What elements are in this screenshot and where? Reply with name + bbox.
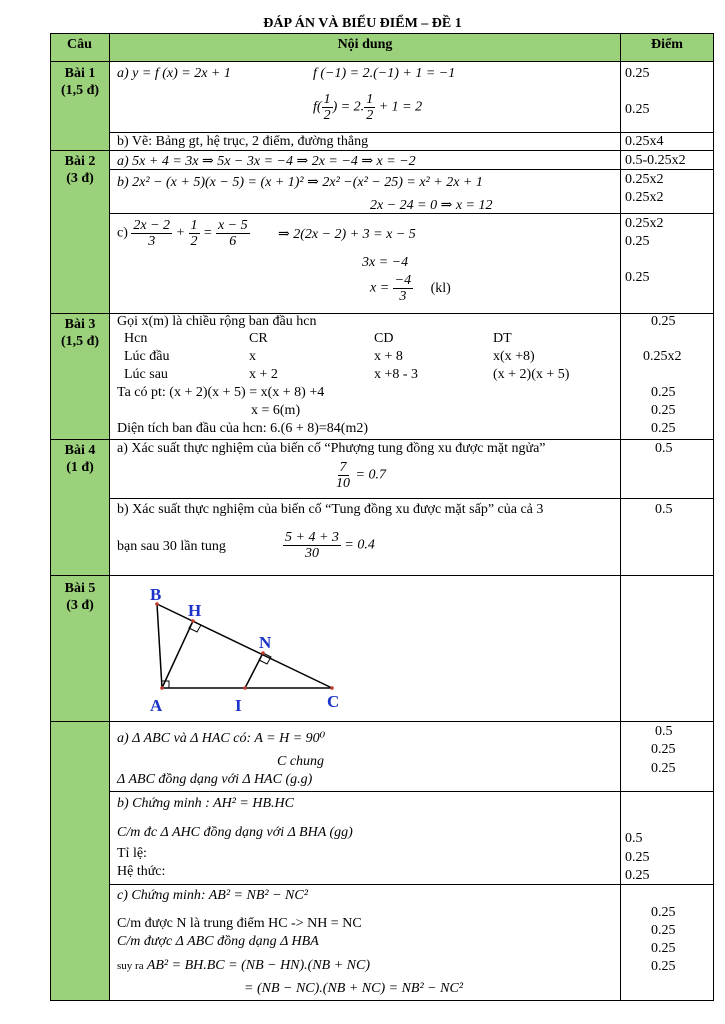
bai-3-cell: CR [249, 331, 268, 346]
bai-1-label: Bài 1 [64, 66, 96, 81]
bai-2-b-line2: 2x − 24 = 0 ⇒ x = 12 [370, 198, 493, 213]
bai-2-points: (3 đ) [66, 171, 94, 186]
bai-3-cell: DT [493, 331, 512, 346]
bai-3-score: 0.25x2 [643, 349, 682, 364]
bai-5-score: 0.25 [625, 868, 650, 883]
bai-4-points: (1 đ) [66, 460, 94, 475]
table-border-right [713, 33, 714, 1001]
point-label-i: I [235, 696, 242, 715]
bai-2-score: 0.5-0.25x2 [625, 153, 686, 168]
point-label-c: C [327, 692, 340, 711]
bai-3-cell: Hcn [124, 331, 148, 346]
bai-5-c-line1: c) Chứng minh: AB² = NB² − NC² [117, 888, 308, 903]
bai-3-cell: Lúc đầu [124, 349, 170, 364]
bai-4-score: 0.5 [655, 441, 673, 456]
row-divider [109, 498, 714, 499]
bai-2-score: 0.25x2 [625, 216, 664, 231]
bai-4-b-result: $\frac{5 + 4 + 3}{30}$ = 0.4 [285, 530, 375, 561]
bai-5-score: 0.25 [651, 923, 676, 938]
triangle-figure [110, 576, 410, 721]
bai-3-score: 0.25 [651, 314, 676, 329]
bai-3-intro: Gọi x(m) là chiều rộng ban đầu hcn [117, 314, 317, 329]
bai-3-points: (1,5 đ) [60, 334, 100, 349]
bai-5-score: 0.5 [625, 831, 643, 846]
bai-5-score: 0.25 [651, 742, 676, 757]
row-divider [50, 721, 714, 722]
point-label-a: A [150, 696, 163, 715]
bai-5-a-line2: C chung [277, 754, 325, 769]
bai-3-score: 0.25 [651, 385, 676, 400]
bai-2-score: 0.25 [625, 270, 650, 285]
bai-3-equation: Ta có pt: (x + 2)(x + 5) = x(x + 8) +4 [117, 385, 325, 400]
bai-2-b-line1: b) 2x² − (x + 5)(x − 5) = (x + 1)² ⇒ 2x² −(x² − 25) = x² + 2x + 1 [117, 175, 483, 190]
bai-5-score: 0.25 [651, 941, 676, 956]
header-cau: Câu [67, 37, 92, 52]
bai-3-score: 0.25 [651, 403, 676, 418]
bai-2-c-step3: x = $\frac{-4}{3}$ (kl) [370, 273, 451, 304]
bai-5-points: (3 đ) [66, 598, 94, 613]
table-border-bottom [50, 1000, 714, 1001]
bai-2-label: Bài 2 [64, 154, 96, 169]
row-divider [50, 439, 714, 440]
bai-2-score: 0.25 [625, 234, 650, 249]
bai-3-score: 0.25 [651, 421, 676, 436]
bai-1-a-function: a) y = f (x) = 2x + 1 [117, 66, 231, 81]
bai-5-c-line4: suy ra AB² = BH.BC = (NB − HN).(NB + NC) [117, 958, 371, 973]
bai-1-score: 0.25 [625, 66, 650, 81]
bai-3-area: Diện tích ban đầu của hcn: 6.(6 + 8)=84(m2) [117, 421, 368, 436]
bai-5-c-line3: C/m được Δ ABC đồng dạng Δ HBA [117, 934, 319, 949]
bai-5-score: 0.25 [625, 850, 650, 865]
bai-4-a-text: a) Xác suất thực nghiệm của biến cố “Phượng tung đồng xu được mặt ngửa” [117, 441, 546, 456]
bai-5-c-line5: = (NB − NC).(NB + NC) = NB² − NC² [244, 981, 463, 996]
row-divider [50, 61, 714, 62]
header-diem: Điểm [651, 37, 683, 52]
bai-4-b-text2: bạn sau 30 lần tung [117, 539, 226, 554]
col-divider-2 [620, 33, 621, 1001]
bai-3-cell: x(x +8) [493, 349, 535, 364]
bai-1-b-text: b) Vẽ: Bảng gt, hệ trục, 2 điểm, đường thẳng [117, 134, 369, 149]
header-noi-dung: Nội dung [337, 37, 393, 52]
bai-5-label: Bài 5 [64, 581, 96, 596]
row-divider [109, 132, 714, 133]
bai-4-a-result: $\frac{7}{10}$ = 0.7 [336, 460, 386, 491]
bai-5-b-line3: Tỉ lệ: [117, 846, 147, 861]
bai-3-cell: (x + 2)(x + 5) [493, 367, 570, 382]
bai-3-cell: Lúc sau [124, 367, 168, 382]
bai-1-a-f-minus1: f (−1) = 2.(−1) + 1 = −1 [313, 66, 456, 81]
bai-3-solution: x = 6(m) [251, 403, 301, 418]
point-label-h: H [188, 601, 202, 620]
bai-5-b-line1: b) Chứng minh : AH² = HB.HC [117, 796, 294, 811]
bai-5-c-line2: C/m được N là trung điểm HC -> NH = NC [117, 916, 362, 931]
bai-3-cell: CD [374, 331, 394, 346]
bai-3-cell: x +8 - 3 [374, 367, 419, 382]
table-border-top [50, 33, 714, 34]
bai-5-score: 0.25 [651, 905, 676, 920]
bai-4-label: Bài 4 [64, 443, 96, 458]
bai-5-b-line2: C/m đc Δ AHC đồng dạng với Δ BHA (gg) [117, 825, 353, 840]
bai-3-cell: x [249, 349, 256, 364]
bai-2-score: 0.25x2 [625, 190, 664, 205]
bai-1-a-f-half: f( $\frac{1}{2}$ ) = 2. $\frac{1}{2}$ + 1 = 2 [313, 92, 423, 123]
cau-column-bg [50, 61, 109, 1000]
bai-2-c-step1: ⇒ 2(2x − 2) + 3 = x − 5 [278, 227, 416, 242]
bai-5-b-line4: Hệ thức: [117, 864, 166, 879]
bai-5-a-line1: a) Δ ABC và Δ HAC có: A = H = 90⁰ [117, 731, 326, 746]
bai-2-c-equation: c) $\frac{2x - 2}{3}$ + $\frac{1}{2}$ = $\frac{x - 5}{6}$ [117, 218, 248, 249]
bai-2-c-step2: 3x = −4 [362, 255, 409, 270]
row-divider [109, 791, 714, 792]
row-divider [50, 150, 714, 151]
bai-1-points: (1,5 đ) [60, 83, 100, 98]
point-label-b: B [150, 585, 162, 604]
bai-1-score: 0.25x4 [625, 134, 664, 149]
bai-3-cell: x + 2 [249, 367, 278, 382]
bai-5-score: 0.5 [655, 724, 673, 739]
bai-4-b-text: b) Xác suất thực nghiệm của biến cố “Tung đồng xu được mặt sấp” của cả 3 [117, 502, 544, 517]
row-divider [109, 884, 714, 885]
bai-3-cell: x + 8 [374, 349, 403, 364]
bai-5-score: 0.25 [651, 959, 676, 974]
bai-3-label: Bài 3 [64, 317, 96, 332]
page-title: ĐÁP ÁN VÀ BIỂU ĐIỂM – ĐỀ 1 [263, 16, 462, 31]
bai-1-score: 0.25 [625, 102, 650, 117]
point-label-n: N [259, 633, 272, 652]
bai-5-a-line3: Δ ABC đồng dạng với Δ HAC (g.g) [117, 772, 313, 787]
bai-5-score: 0.25 [651, 761, 676, 776]
bai-2-score: 0.25x2 [625, 172, 664, 187]
bai-4-score: 0.5 [655, 502, 673, 517]
bai-2-a-text: a) 5x + 4 = 3x ⇒ 5x − 3x = −4 ⇒ 2x = −4 ⇒ x = −2 [117, 154, 416, 169]
